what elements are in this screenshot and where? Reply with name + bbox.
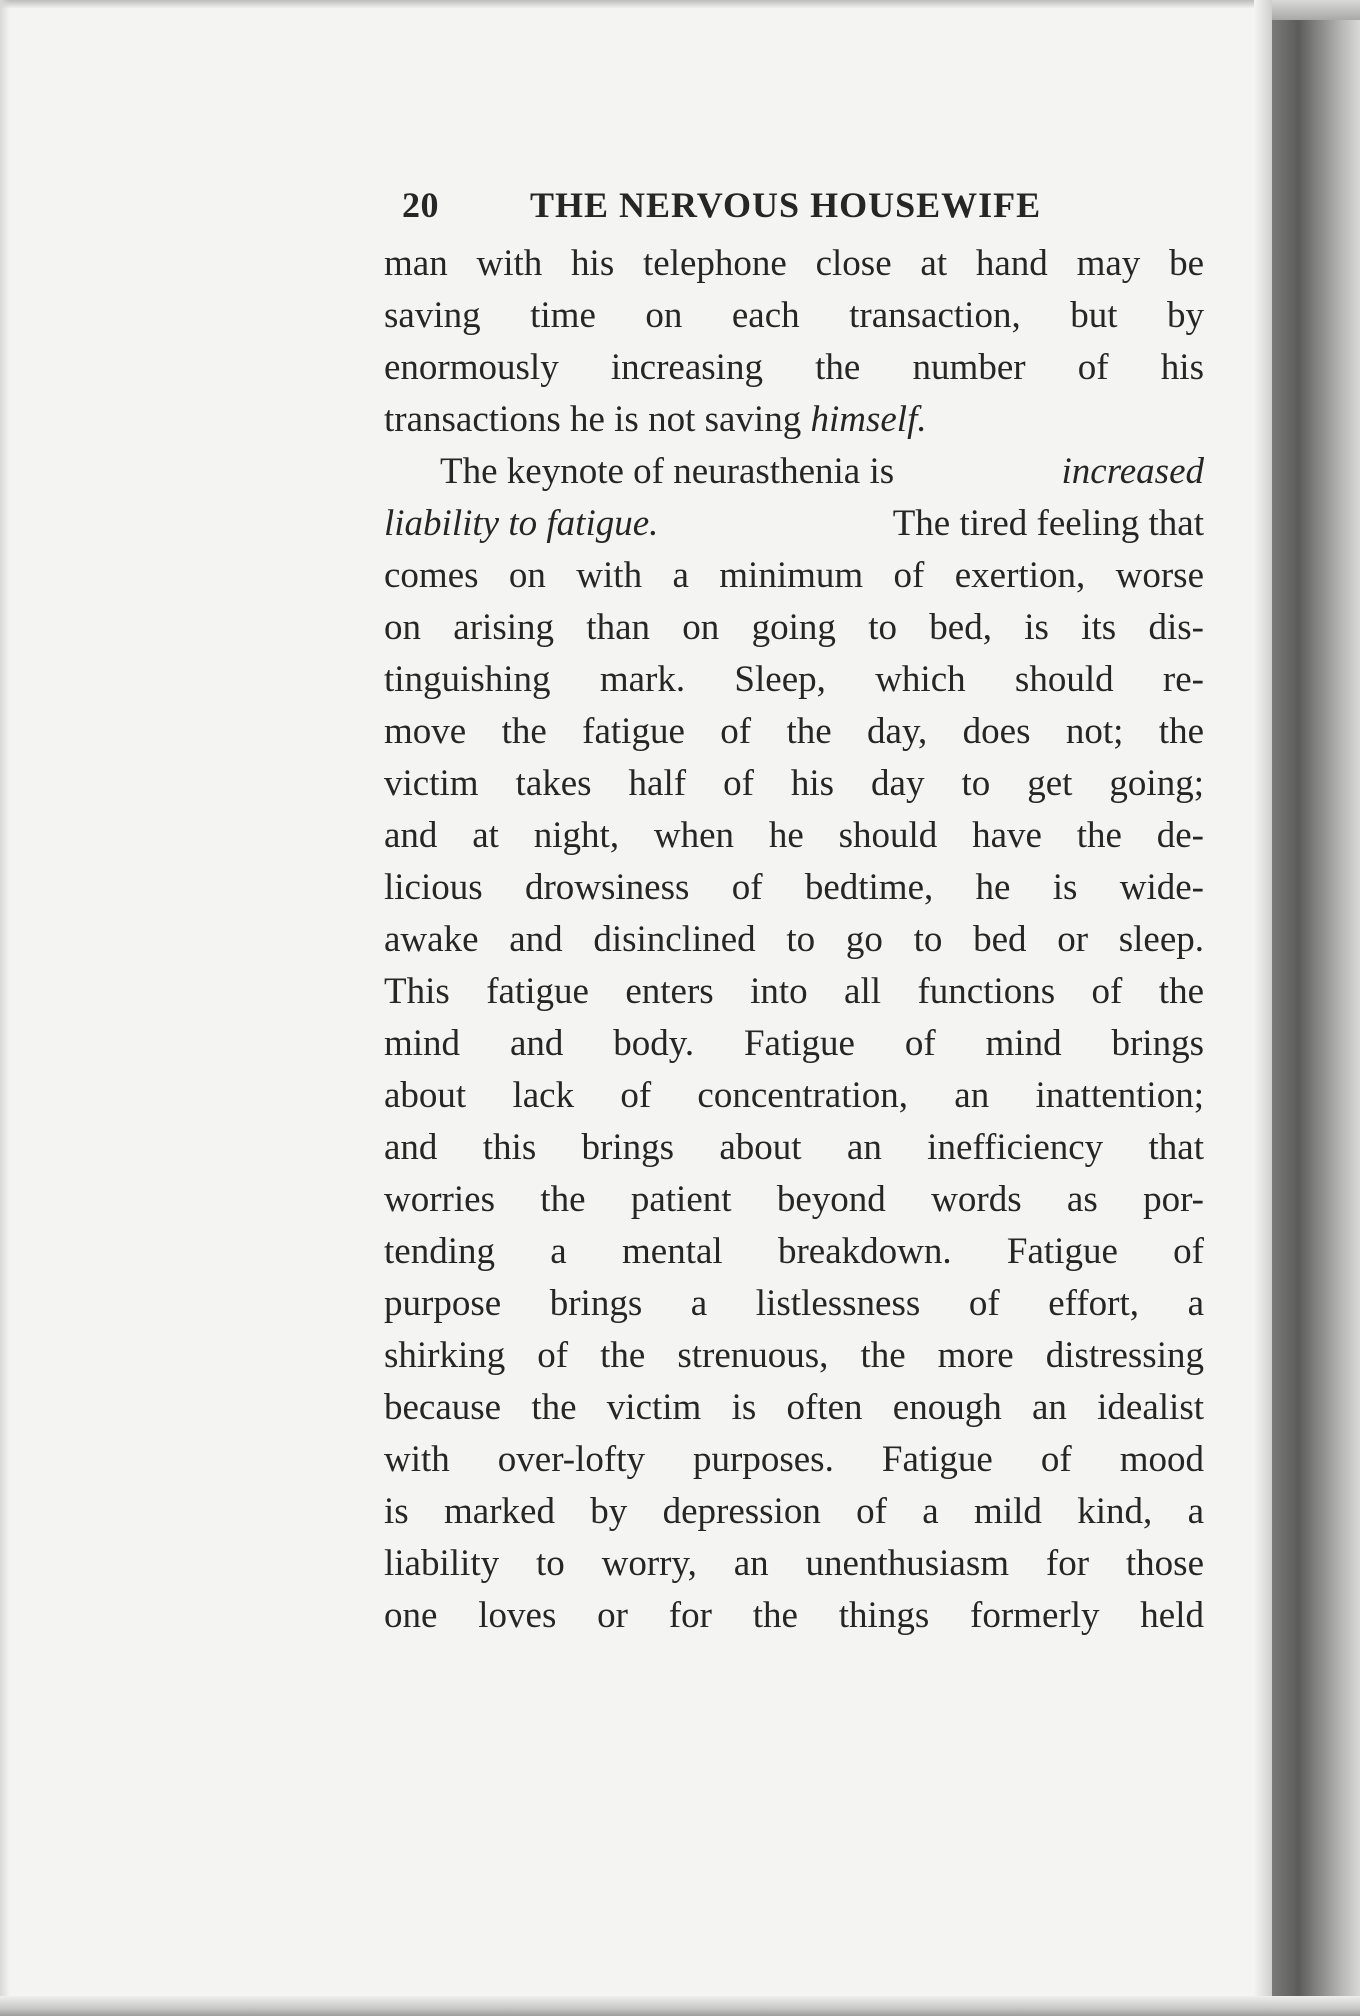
text-line: awake and disinclined to go to bed or sleep. <box>384 919 1204 960</box>
book-title: THE NERVOUS HOUSEWIFE <box>530 185 1042 225</box>
bottom-edge <box>0 1996 1360 2016</box>
text-line: on arising than on going to bed, is its dis- <box>384 607 1204 648</box>
text-line: and at night, when he should have the de- <box>384 815 1204 856</box>
text-line: licious drowsiness of bedtime, he is wide- <box>384 867 1204 908</box>
text-line: saving time on each transaction, but by <box>384 295 1204 336</box>
gutter-shadow <box>0 0 10 2016</box>
text-line: worries the patient beyond words as por- <box>384 1179 1204 1220</box>
text-line <box>384 394 1204 446</box>
italic-emphasis: increased <box>1061 451 1204 492</box>
text-line: and this brings about an inefficiency that <box>384 1127 1204 1168</box>
italic-emphasis: liability to fatigue. <box>384 503 659 544</box>
text-line: is marked by depression of a mild kind, a <box>384 1491 1204 1532</box>
top-edge <box>0 0 1360 8</box>
text-block <box>384 178 1204 1642</box>
text-line <box>384 498 1204 550</box>
text-line: This fatigue enters into all functions of the <box>384 971 1204 1012</box>
text-line: tinguishing mark. Sleep, which should re- <box>384 659 1204 700</box>
text-line: man with his telephone close at hand may be <box>384 243 1204 284</box>
text-line: tending a mental breakdown. Fatigue of <box>384 1231 1204 1272</box>
text-line: about lack of concentration, an inattention; <box>384 1075 1204 1116</box>
text-line: liability to worry, an unenthusiasm for those <box>384 1543 1204 1584</box>
text-line: victim takes half of his day to get going; <box>384 763 1204 804</box>
running-head <box>384 178 1204 238</box>
text-line: with over-lofty purposes. Fatigue of mood <box>384 1439 1204 1480</box>
book-cover-edge <box>1272 20 1360 2010</box>
text-line: move the fatigue of the day, does not; the <box>384 711 1204 752</box>
page-number: 20 <box>402 185 439 225</box>
text-line: purpose brings a listlessness of effort, a <box>384 1283 1204 1324</box>
paragraph-start-line <box>384 446 1204 498</box>
text-line: enormously increasing the number of his <box>384 347 1204 388</box>
text-segment: The keynote of neurasthenia is <box>440 451 895 492</box>
text-line: one loves or for the things formerly held <box>384 1595 1204 1636</box>
text-line: comes on with a minimum of exertion, worse <box>384 555 1204 596</box>
text-segment: The tired feeling that <box>892 503 1204 544</box>
text-segment: transactions he is not saving <box>384 399 811 440</box>
page-edge <box>1254 0 1272 2016</box>
italic-emphasis: himself. <box>810 399 927 440</box>
text-line: mind and body. Fatigue of mind brings <box>384 1023 1204 1064</box>
text-line: because the victim is often enough an idealist <box>384 1387 1204 1428</box>
text-line: shirking of the strenuous, the more distressing <box>384 1335 1204 1376</box>
